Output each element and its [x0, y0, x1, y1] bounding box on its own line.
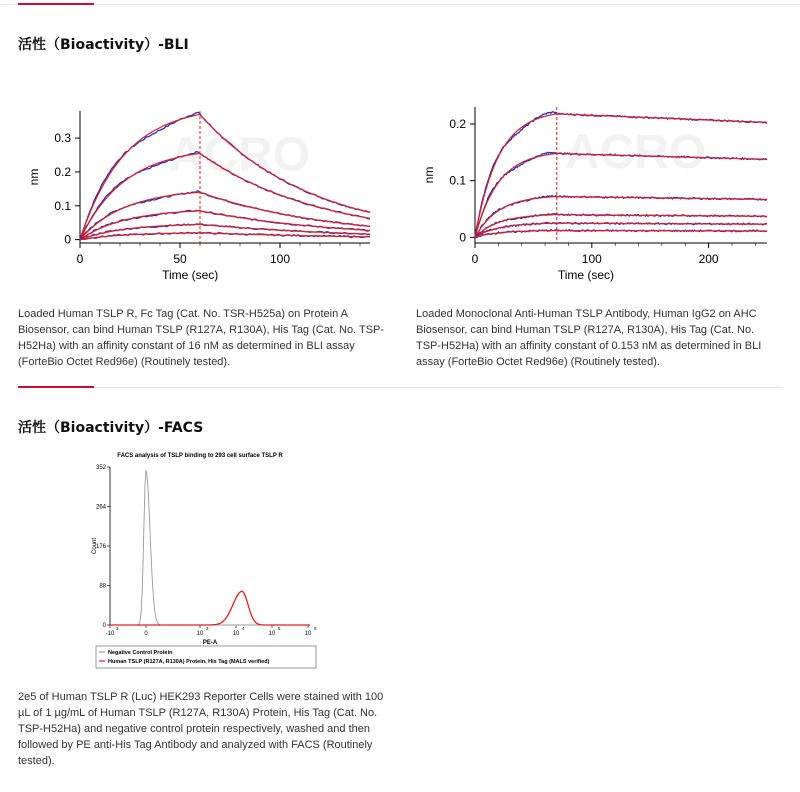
- y-tick-label: 0.2: [449, 117, 466, 131]
- x-axis-label: Time (sec): [557, 268, 615, 282]
- bli-left-caption: Loaded Human TSLP R, Fc Tag (Cat. No. TSR-H525a) on Protein A Biosensor, can bind Human TSLP (R127A, R130A), His Tag (Cat. No. TSP-H52Ha) with an affinity constant of 16 nM as determined in BLI assay (ForteBio Octet Red96e) (Routinely tested).: [18, 308, 385, 368]
- section-divider-accent: [18, 386, 94, 388]
- facs-x-tick-exponent: 5: [278, 626, 281, 631]
- y-tick-label: 0: [459, 230, 466, 245]
- y-tick-label: 0.1: [449, 173, 466, 188]
- facs-x-tick-label: 10: [196, 631, 204, 637]
- x-tick-label: 0: [471, 252, 479, 266]
- x-tick-label: 100: [269, 252, 291, 266]
- facs-x-tick-label: 10: [304, 631, 312, 637]
- y-axis-label: nm: [27, 168, 41, 186]
- bli-chart-left: [18, 95, 378, 295]
- y-tick-label: 0.3: [54, 131, 71, 146]
- facs-y-axis-label: Count: [92, 537, 98, 555]
- watermark: ACRO: [564, 126, 707, 180]
- x-tick-label: 0: [76, 252, 84, 266]
- facs-legend-label: Human TSLP (R127A, R130A) Protein, His Tag (MALS verified): [108, 659, 270, 665]
- facs-x-tick-label: 10: [268, 631, 276, 637]
- top-divider: [0, 4, 800, 5]
- facs-caption: 2e5 of Human TSLP R (Luc) HEK293 Reporter Cells were stained with 100 µL of 1 µg/mL of Human TSLP (R127A, R130A) Protein, His Tag (Cat. No. TSP-H52Ha) and negative control protein respectively, washed and then followed by PE anti-His Tag Antibody and analyzed with FACS (Routinely tested).: [18, 691, 384, 767]
- facs-x-tick-exponent: 3: [116, 626, 119, 631]
- sensorgram-fit-trace: [80, 233, 370, 240]
- x-tick-label: 100: [581, 252, 602, 266]
- facs-y-tick-label: 264: [95, 504, 106, 511]
- facs-y-tick-label: 352: [95, 465, 106, 471]
- facs-histogram-trace: [110, 470, 310, 625]
- facs-histogram: [80, 447, 320, 677]
- section-divider: [18, 387, 782, 388]
- y-tick-label: 0.2: [54, 164, 71, 179]
- facs-x-tick-exponent: 6: [314, 626, 317, 631]
- bli-section-title: 活性（Bioactivity）-BLI: [18, 37, 189, 53]
- sensorgram-fit-trace: [80, 224, 370, 239]
- facs-x-axis-label: PE-A: [202, 640, 218, 646]
- facs-title: FACS analysis of TSLP binding to 293 cell surface TSLP R: [117, 453, 283, 459]
- facs-section-title: 活性（Bioactivity）-FACS: [18, 420, 204, 436]
- facs-y-tick-label: 176: [95, 544, 106, 550]
- x-tick-label: 200: [698, 252, 719, 266]
- y-tick-label: 0: [64, 232, 71, 247]
- x-axis-label: Time (sec): [162, 268, 219, 282]
- bli-right-caption: Loaded Monoclonal Anti-Human TSLP Antibody, Human IgG2 on AHC Biosensor, can bind Human TSLP (R127A, R130A), His Tag (Cat. No. TSP-H52Ha) with an affinity constant of 0.153 nM as determined in BLI assay (ForteBio Octet Red96e) (Routinely tested).: [416, 308, 762, 368]
- y-tick-label: 0.1: [54, 198, 71, 213]
- facs-x-tick-exponent: 3: [206, 626, 209, 631]
- bli-chart-right: [416, 95, 776, 295]
- watermark: ACRO: [168, 128, 311, 182]
- y-axis-label: nm: [422, 166, 436, 184]
- facs-y-tick-label: 0: [102, 623, 106, 629]
- top-divider-accent: [18, 3, 94, 5]
- facs-x-tick-label: 10: [232, 631, 240, 637]
- facs-y-tick-label: 88: [99, 583, 106, 590]
- facs-legend-label: Negative Control Protein: [108, 650, 173, 656]
- facs-x-tick-label: -10: [105, 631, 115, 637]
- x-tick-label: 50: [173, 252, 187, 266]
- facs-x-tick-exponent: 4: [242, 626, 245, 631]
- facs-x-tick-label: 0: [144, 631, 148, 637]
